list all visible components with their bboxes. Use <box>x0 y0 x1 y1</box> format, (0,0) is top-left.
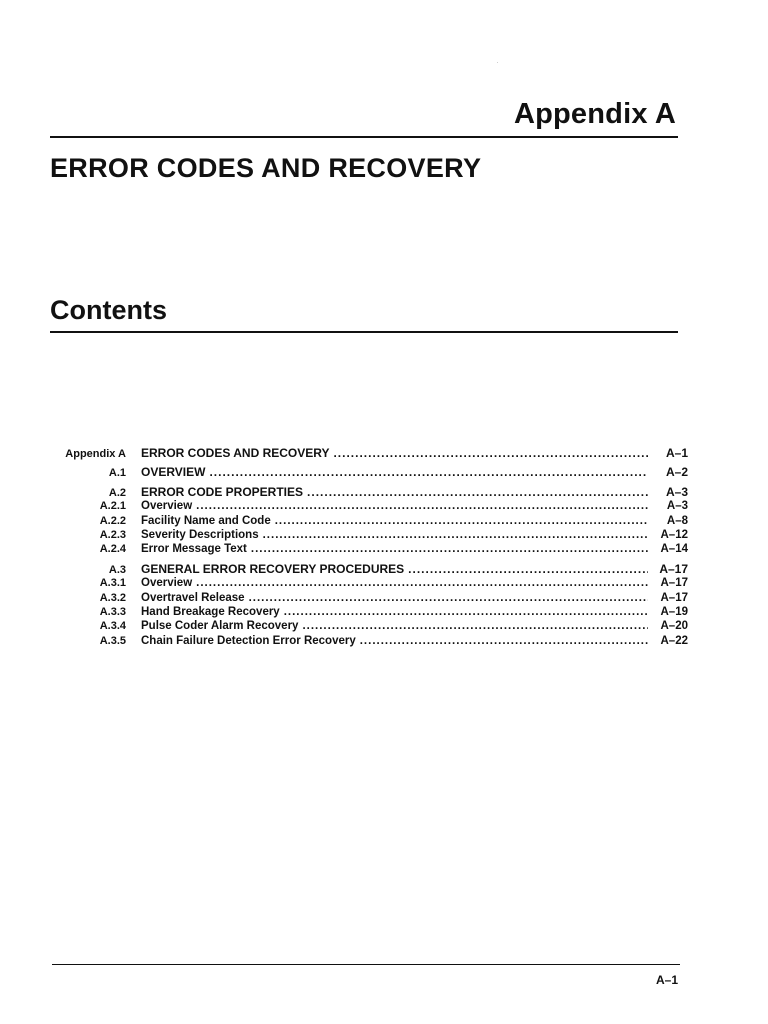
table-of-contents <box>52 446 688 648</box>
toc-entry-title: OVERVIEW <box>141 465 206 480</box>
toc-entry-title: Overview <box>141 577 193 590</box>
toc-entry-title: GENERAL ERROR RECOVERY PROCEDURES <box>141 561 405 576</box>
toc-entry-page: A–20 <box>660 620 688 633</box>
toc-leader-dots <box>196 499 648 513</box>
toc-entry-number: A.2.4 <box>99 543 126 556</box>
toc-entry-number: A.3.5 <box>99 634 126 647</box>
toc-entry-title: ERROR CODE PROPERTIES <box>141 484 304 499</box>
toc-entry-a1[interactable] <box>52 465 688 479</box>
toc-entry-number: Appendix A <box>65 448 126 460</box>
toc-entry-a3[interactable] <box>52 562 688 576</box>
toc-leader-dots <box>196 576 648 590</box>
chapter-title: ERROR CODES AND RECOVERY <box>50 153 482 183</box>
toc-entry-title: Overtravel Release <box>141 591 245 604</box>
toc-entry-title: Overview <box>141 500 193 513</box>
toc-entry-page: A–8 <box>666 514 688 527</box>
toc-leader-dots <box>251 542 648 556</box>
toc-entry-title: ERROR CODES AND RECOVERY <box>141 446 330 460</box>
toc-entry-page: A–12 <box>660 528 688 541</box>
toc-entry-page: A–1 <box>665 446 688 460</box>
toc-entry-a2[interactable] <box>52 485 688 499</box>
toc-entry-number: A.2.1 <box>99 500 126 513</box>
toc-entry-a3-3[interactable] <box>52 605 688 619</box>
toc-entry-a3-4[interactable] <box>52 619 688 633</box>
toc-entry-number: A.3 <box>108 563 126 576</box>
toc-entry-number: A.3.4 <box>99 620 126 633</box>
toc-entry-title: Severity Descriptions <box>141 528 259 541</box>
toc-entry-page: A–2 <box>665 465 688 480</box>
toc-leader-dots <box>209 465 648 479</box>
toc-leader-dots <box>249 591 648 605</box>
toc-leader-dots <box>263 528 648 542</box>
toc-entry-number: A.2.2 <box>99 514 126 527</box>
toc-entry-a2-4[interactable] <box>52 542 688 556</box>
toc-entry-number: A.3.2 <box>99 591 126 604</box>
toc-entry-number: A.2.3 <box>99 528 126 541</box>
toc-entry-title: Pulse Coder Alarm Recovery <box>141 620 299 633</box>
toc-leader-dots <box>360 634 648 648</box>
toc-leader-dots <box>408 562 648 576</box>
toc-entry-page: A–14 <box>660 543 688 556</box>
header-rule <box>50 136 678 138</box>
toc-leader-dots <box>275 514 648 528</box>
toc-entry-number: A.3.3 <box>99 605 126 618</box>
toc-leader-dots <box>284 605 648 619</box>
toc-leader-dots <box>307 485 648 499</box>
toc-entry-page: A–3 <box>665 484 688 499</box>
toc-leader-dots <box>333 446 648 460</box>
toc-entry-page: A–17 <box>660 591 688 604</box>
toc-entry-title: Error Message Text <box>141 543 247 556</box>
toc-entry-page: A–22 <box>660 634 688 647</box>
toc-entry-page: A–19 <box>660 605 688 618</box>
toc-entry-page: A–17 <box>659 561 688 576</box>
toc-entry-number: A.1 <box>108 467 126 480</box>
scan-speck <box>497 62 498 63</box>
toc-entry-page: A–17 <box>660 577 688 590</box>
toc-entry-page: A–3 <box>666 500 688 513</box>
footer-rule <box>52 964 680 965</box>
toc-entry-a3-2[interactable] <box>52 591 688 605</box>
toc-entry-title: Hand Breakage Recovery <box>141 605 280 618</box>
toc-entry-a3-5[interactable] <box>52 634 688 648</box>
appendix-label: Appendix A <box>513 98 676 130</box>
contents-heading: Contents <box>50 295 167 325</box>
toc-entry-appendix-a[interactable] <box>52 446 688 460</box>
toc-entry-title: Facility Name and Code <box>141 514 271 527</box>
toc-entry-number: A.2 <box>108 486 126 499</box>
toc-leader-dots <box>302 619 648 633</box>
toc-entry-number: A.3.1 <box>99 577 126 590</box>
toc-entry-a2-3[interactable] <box>52 528 688 542</box>
toc-entry-a2-1[interactable] <box>52 499 688 513</box>
page-number: A–1 <box>655 973 678 987</box>
toc-entry-a3-1[interactable] <box>52 576 688 590</box>
contents-rule <box>50 331 678 333</box>
toc-entry-title: Chain Failure Detection Error Recovery <box>141 634 356 647</box>
toc-entry-a2-2[interactable] <box>52 514 688 528</box>
